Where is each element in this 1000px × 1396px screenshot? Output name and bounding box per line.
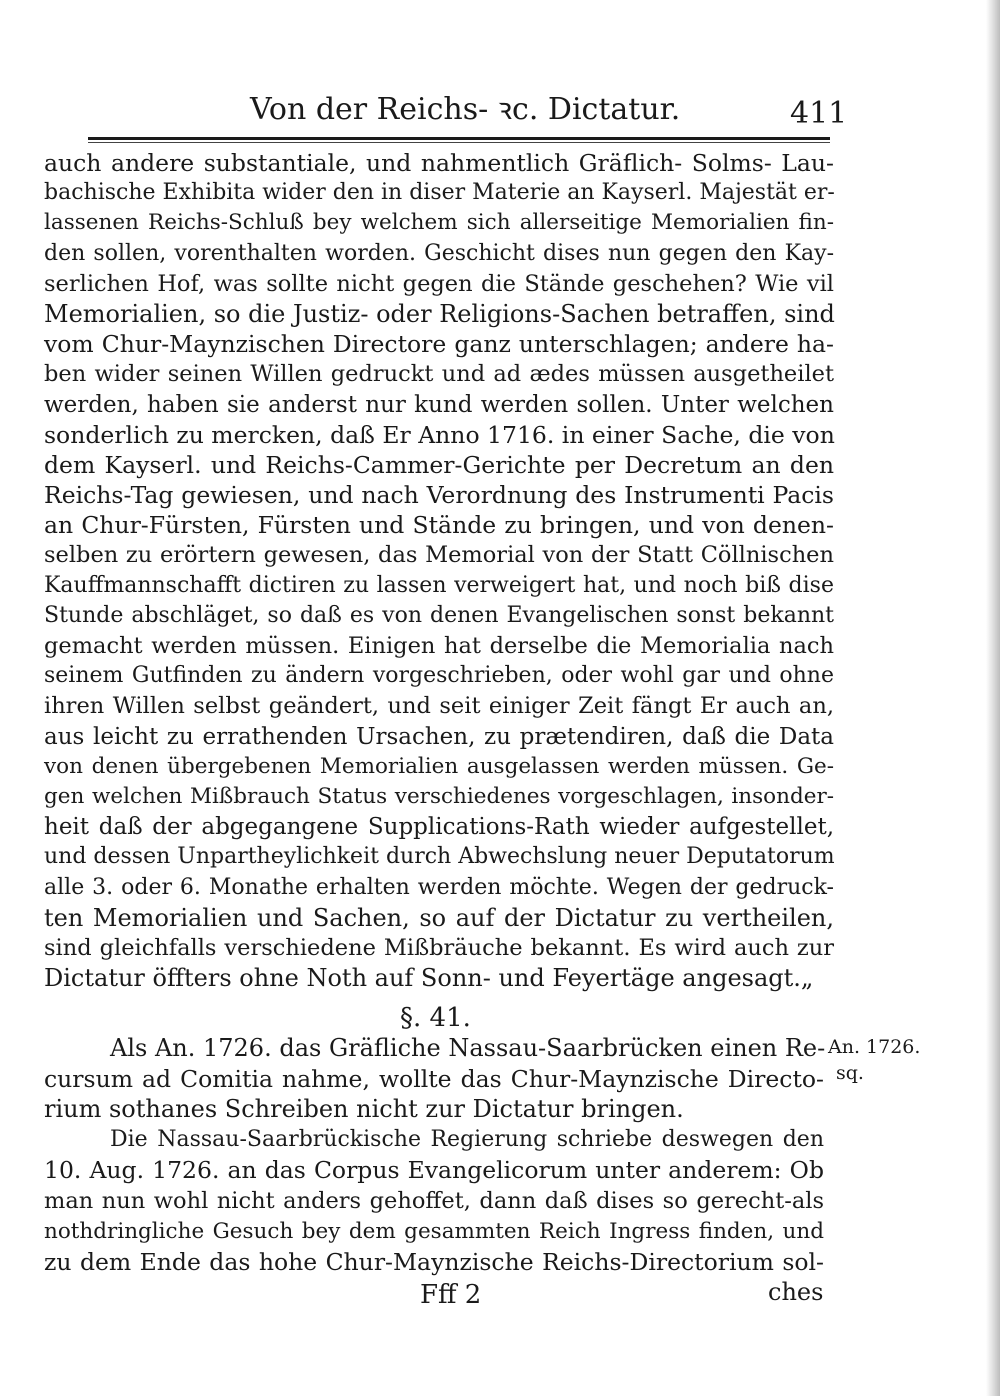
text-line: man nun wohl nicht anders gehoffet, dann daß dises so gerecht-als: [44, 1187, 824, 1214]
text-line: aus leicht zu errathenden Ursachen, zu prætendiren, daß die Data: [44, 723, 834, 750]
section-text-block: [44, 1033, 824, 1278]
text-line: 10. Aug. 1726. an das Corpus Evangelicorum unter anderem: Ob: [44, 1156, 824, 1185]
text-line: den sollen, vorenthalten worden. Geschicht dises nun gegen den Kay-: [44, 240, 834, 266]
text-line: vom Chur-Maynzischen Directore ganz unterschlagen; andere ha-: [44, 330, 834, 359]
text-line: ten Memorialien und Sachen, so auf der Dictatur zu vertheilen,: [44, 903, 834, 932]
text-line: serlichen Hof, was sollte nicht gegen die Stände geschehen? Wie vil: [44, 270, 834, 297]
text-line: Reichs-Tag gewiesen, und nach Verordnung des Instrumenti Pacis: [44, 481, 834, 510]
text-line: auch andere substantiale, und nahmentlich Gräflich- Solms- Lau-: [44, 149, 834, 177]
text-line: rium sothanes Schreiben nicht zur Dictatur bringen.: [44, 1095, 684, 1124]
text-line: an Chur-Fürsten, Fürsten und Stände zu bringen, und von denen-: [44, 511, 834, 540]
text-line: ben wider seinen Willen gedruckt und ad ædes müssen ausgetheilet: [44, 361, 834, 388]
section-heading: §. 41.: [400, 1003, 471, 1033]
text-line: selben zu erörtern gewesen, das Memorial von der Statt Cöllnischen: [44, 542, 834, 569]
text-line: sind gleichfalls verschiedene Mißbräuche bekannt. Es wird auch zur: [44, 934, 834, 961]
main-text-block: [44, 148, 834, 993]
text-line: Stunde abschläget, so daß es von denen Evangelischen sonst bekannt: [44, 602, 834, 628]
text-line: Die Nassau-Saarbrückische Regierung schriebe deswegen den: [110, 1126, 824, 1152]
page-edge-shadow: [986, 0, 1000, 1396]
text-line: heit daß der abgegangene Supplications-Rath wieder aufgestellet,: [44, 814, 834, 841]
text-line: Kauffmannschafft dictiren zu lassen verweigert hat, und noch biß dise: [44, 572, 834, 598]
text-line: bachische Exhibita wider den in diser Materie an Kayserl. Majestät er-: [44, 180, 835, 206]
text-line: nothdringliche Gesuch bey dem gesammten Reich Ingress finden, und: [44, 1218, 824, 1244]
running-head: Von der Reichs- ꝛc. Dictatur.: [250, 92, 681, 127]
text-line: seinem Gutfinden zu ändern vorgeschrieben, oder wohl gar und ohne: [44, 663, 834, 689]
text-line: gen welchen Mißbrauch Status verschiedenes vorgeschlagen, insonder-: [44, 783, 834, 809]
text-line: werden, haben sie anderst nur kund werden sollen. Unter welchen: [44, 391, 834, 418]
margin-note-sq: sq.: [836, 1062, 864, 1084]
text-line: sonderlich zu mercken, daß Er Anno 1716. in einer Sache, die von: [44, 420, 835, 449]
catchword: ches: [768, 1278, 824, 1306]
text-line: und dessen Unpartheylichkeit durch Abwechslung neuer Deputatorum: [44, 844, 835, 870]
margin-note-year: An. 1726.: [828, 1036, 921, 1058]
margin-note: [828, 1034, 920, 1086]
header-rule-thin: [88, 142, 830, 143]
text-line: cursum ad Comitia nahme, wollte das Chur-Maynzische Directo-: [44, 1064, 824, 1093]
text-line: ihren Willen selbst geändert, und seit einiger Zeit fängt Er auch an,: [44, 693, 834, 720]
text-line: zu dem Ende das hohe Chur-Maynzische Reichs-Directorium sol-: [44, 1248, 824, 1277]
text-line: von denen übergebenen Memorialien ausgelassen werden müssen. Ge-: [44, 753, 834, 779]
header-rule: [88, 137, 830, 140]
text-line: Als An. 1726. das Gräfliche Nassau-Saarbrücken einen Re-: [110, 1034, 826, 1062]
text-line: lassenen Reichs-Schluß bey welchem sich allerseitige Memorialien fin-: [44, 210, 834, 236]
page-number: 411: [790, 96, 848, 131]
text-line: dem Kayserl. und Reichs-Cammer-Gerichte per Decretum an den: [44, 450, 834, 479]
text-line: Memorialien, so die Justiz- oder Religions-Sachen betraffen, sind: [44, 299, 835, 328]
text-line: gemacht werden müssen. Einigen hat derselbe die Memorialia nach: [44, 633, 834, 659]
text-line: Dictatur öffters ohne Noth auf Sonn- und Feyertäge angesagt.„: [44, 964, 814, 993]
text-line: alle 3. oder 6. Monathe erhalten werden möchte. Wegen der gedruck-: [44, 874, 834, 900]
printer-signature: Fff 2: [420, 1280, 482, 1310]
